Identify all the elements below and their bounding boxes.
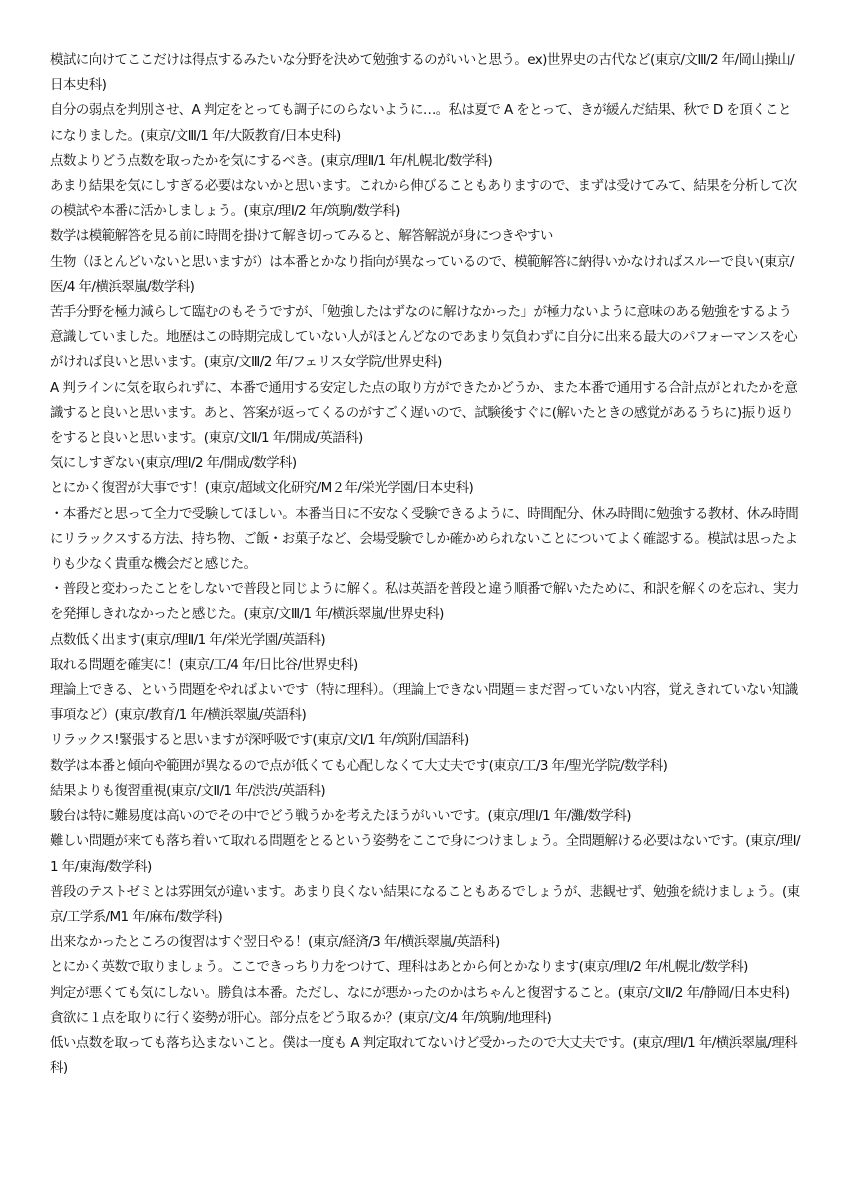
document-body [50,48,800,1081]
advice-paragraph: 気にしすぎない(東京/理Ⅰ/2 年/開成/数学科) [50,455,297,472]
advice-paragraph: 判定が悪くても気にしない。勝負は本番。ただし、なにが悪かったのかはちゃんと復習すること。(東京/文Ⅱ/2 年/静岡/日本史科) [50,984,790,1001]
advice-paragraph: 数学は模範解答を見る前に時間を掛けて解き切ってみると、解答解説が身につきやすい [50,228,553,245]
advice-paragraph: 苦手分野を極力減らして臨むのもそうですが、「勉強したはずなのに解けなかった」が極力ないように意味のある勉強をするよう意識していました。地歴はこの時期完成していない人がほとんどなのであまり気負わずに自分に出来る最大のパフォーマンスを心がければ良いと思います。(東京/文Ⅲ/2 年/フェリス女学院/世界史科) [50,304,798,371]
advice-paragraph: とにかく英数で取りましょう。ここできっちり力をつけて、理科はあとから何とかなります(東京/理Ⅰ/2 年/札幌北/数学科) [50,959,748,976]
advice-paragraph: 出来なかったところの復習はすぐ翌日やる！(東京/経済/3 年/横浜翠嵐/英語科) [50,934,500,951]
advice-paragraph: 数学は本番と傾向や範囲が異なるので点が低くても心配しなくて大丈夫です(東京/工/3 年/聖光学院/数学科) [50,757,668,774]
advice-paragraph: とにかく復習が大事です！(東京/超域文化研究/M２年/栄光学園/日本史科) [50,480,474,497]
advice-paragraph: 難しい問題が来ても落ち着いて取れる問題をとるという姿勢をここで身につけましょう。全問題解ける必要はないです。(東京/理Ⅰ/1 年/東海/数学科) [50,833,800,875]
advice-paragraph: A 判ラインに気を取られずに、本番で通用する安定した点の取り方ができたかどうか、また本番で通用する合計点がとれたかを意識すると良いと思います。あと、答案が返ってくるのがすごく遅いので、試験後すぐに(解いたときの感覚があるうちに)振り返りをすると良いと思います。(東京/文Ⅱ/1 年/開成/英語科) [50,379,798,447]
advice-paragraph: 貪欲に１点を取りに行く姿勢が肝心。部分点をどう取るか？(東京/文/4 年/筑駒/地理科) [50,1009,552,1026]
advice-paragraph: 取れる問題を確実に！(東京/工/4 年/日比谷/世界史科) [50,656,358,673]
advice-paragraph: 理論上できる、という問題をやればよいです（特に理科）。（理論上できない問題＝まだ習っていない内容，覚えきれていない知識事項など）(東京/教育/1 年/横浜翠嵐/英語科) [50,682,798,724]
advice-paragraph: 低い点数を取っても落ち込まないこと。僕は一度も A 判定取れてないけど受かったので大丈夫です。(東京/理Ⅰ/1 年/横浜翠嵐/理科科) [50,1034,798,1077]
advice-paragraph: 自分の弱点を判別させ、A 判定をとっても調子にのらないように…。私は夏で A をとって、きが緩んだ結果、秋で D を頂くことになりました。(東京/文Ⅲ/1 年/大阪教育/日本史科) [50,102,791,144]
advice-paragraph: ・本番だと思って全力で受験してほしい。本番当日に不安なく受験できるように、時間配分、休み時間に勉強する教材、休み時間にリラックスする方法、持ち物、ご飯・お菓子など、会場受験でしか確かめられないことについてよく確認する。模試は思ったよりも少なく貴重な機会だと感じた。 [50,505,799,573]
advice-paragraph: 点数低く出ます(東京/理Ⅱ/1 年/栄光学園/英語科) [50,631,326,648]
advice-paragraph: 普段のテストゼミとは雰囲気が違います。あまり良くない結果になることもあるでしょうが、悲観せず、勉強を続けましょう。(東京/工学系/M1 年/麻布/数学科) [50,883,800,925]
advice-paragraph: 結果よりも復習重視(東京/文Ⅱ/1 年/渋渋/英語科) [50,782,326,799]
advice-paragraph: リラックス!緊張すると思いますが深呼吸です(東京/文Ⅰ/1 年/筑附/国語科) [50,732,469,749]
advice-paragraph: 点数よりどう点数を取ったかを気にするべき。(東京/理Ⅱ/1 年/札幌北/数学科) [50,152,493,169]
advice-paragraph: 駿台は特に難易度は高いのでその中でどう戦うかを考えたほうがいいです。(東京/理Ⅰ/1 年/灘/数学科) [50,808,631,825]
advice-paragraph: ・普段と変わったことをしないで普段と同じように解く。私は英語を普段と違う順番で解いたために、和訳を解くのを忘れ、実力を発揮しきれなかったと感じた。(東京/文Ⅲ/1 年/横浜翠嵐/世界史科) [50,581,799,623]
advice-paragraph: 生物（ほとんどいないと思いますが）は本番とかなり指向が異なっているので、模範解答に納得いかなければスルーで良い(東京/医/4 年/横浜翠嵐/数学科) [50,253,794,295]
advice-paragraph: あまり結果を気にしすぎる必要はないかと思います。これから伸びることもありますので、まずは受けてみて、結果を分析して次の模試や本番に活かしましょう。(東京/理Ⅰ/2 年/筑駒/数学科) [50,178,797,220]
advice-paragraph: 模試に向けてここだけは得点するみたいな分野を決めて勉強するのがいいと思う。ex)世界史の古代など(東京/文Ⅲ/2 年/岡山操山/日本史科) [50,52,795,94]
